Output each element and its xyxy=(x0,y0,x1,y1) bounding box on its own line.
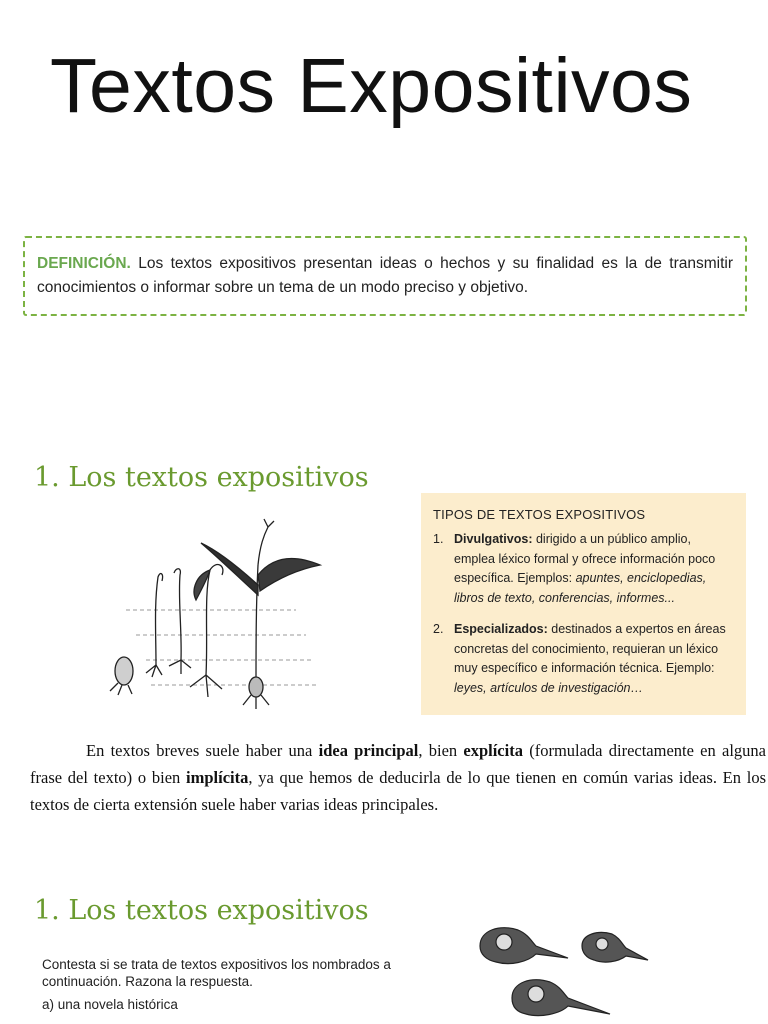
types-info-box xyxy=(421,493,746,715)
plant-growth-stages-icon xyxy=(96,515,336,715)
para-text: En textos breves suele haber una xyxy=(86,741,319,760)
para-bold-term: implícita xyxy=(186,768,249,787)
item-term: Especializados: xyxy=(454,622,548,636)
bird-skulls-icon xyxy=(470,918,660,1024)
types-list xyxy=(433,530,734,698)
exercise-question: Contesta si se trata de textos expositivos los nombrados a continuación. Razona la respuesta. xyxy=(42,957,391,989)
types-heading: TIPOS DE TEXTOS EXPOSITIVOS xyxy=(433,507,646,522)
item-desc: destinados a expertos en áreas concretas del conocimiento, requieran un léxico muy específico e información técnica. Ejemplo: xyxy=(454,622,726,675)
section-heading-1: 1. Los textos expositivos xyxy=(34,462,369,493)
main-idea-paragraph xyxy=(30,737,766,818)
para-bold-term: idea principal xyxy=(318,741,419,760)
para-text: , ya que hemos de deducirla de lo que tienen en común varias ideas. En los textos de cierta extensión suele haber varias ideas principales. xyxy=(30,768,766,814)
item-number: 1. xyxy=(433,532,444,546)
item-examples: leyes, artículos de investigación… xyxy=(454,680,643,695)
item-number: 2. xyxy=(433,622,444,636)
section-heading-2: 1. Los textos expositivos xyxy=(34,895,369,926)
exercise-block xyxy=(42,956,402,1013)
para-text: (formulada directamente en alguna frase del texto) o bien xyxy=(30,741,766,787)
para-bold-term: explícita xyxy=(463,741,523,760)
definition-label: DEFINICIÓN. xyxy=(37,255,131,272)
para-text: , bien xyxy=(418,741,464,760)
list-item xyxy=(433,530,734,608)
list-item xyxy=(433,620,734,698)
item-examples: apuntes, enciclopedias, libros de texto, conferencias, informes... xyxy=(454,571,707,605)
page-title: Textos Expositivos xyxy=(50,43,693,129)
item-body xyxy=(454,530,734,608)
exercise-option-a: a) una novela histórica xyxy=(42,997,178,1012)
item-term: Divulgativos: xyxy=(454,532,533,546)
item-body xyxy=(454,620,734,698)
definition-text: Los textos expositivos presentan ideas o hechos y su finalidad es la de transmitir conocimientos o informar sobre un tema de un modo preciso y objetivo. xyxy=(37,255,733,296)
item-desc: dirigido a un público amplio, emplea léxico formal y ofrece información poco específica. Ejemplos: xyxy=(454,532,716,585)
definition-box xyxy=(23,236,747,316)
